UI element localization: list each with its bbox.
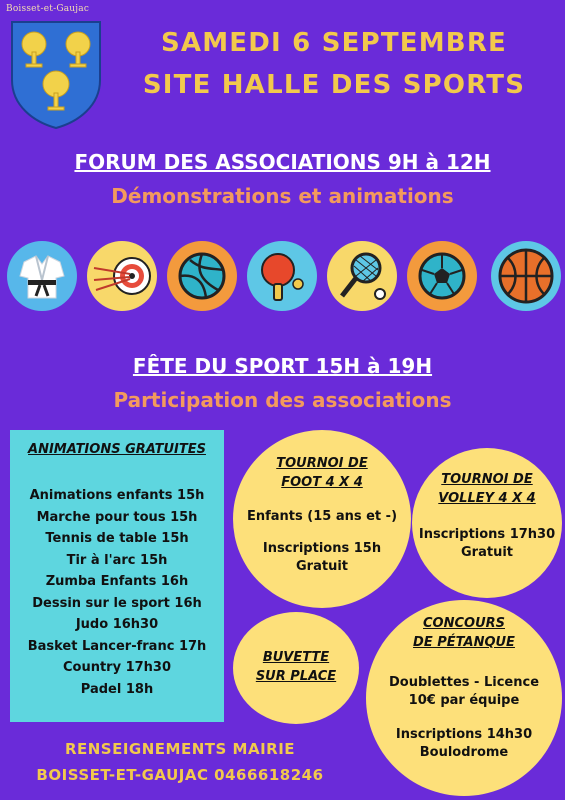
foot-line-3: Gratuit <box>296 559 348 574</box>
tennis-racket-icon <box>326 240 398 312</box>
list-item: Marche pour tous 15h <box>36 509 198 525</box>
judo-gi-icon <box>6 240 78 312</box>
petanque-line-1: Doublettes - Licence <box>388 675 540 690</box>
foot-tournament-circle <box>233 430 411 608</box>
forum-subtitle: Démonstrations et animations <box>111 184 454 208</box>
town-name: Boisset-et-Gaujac <box>6 4 90 14</box>
list-item: Tennis de table 15h <box>45 531 189 546</box>
fete-subtitle: Participation des associations <box>113 388 452 412</box>
foot-title-1: TOURNOI DE <box>276 456 368 471</box>
petanque-line-4: Boulodrome <box>419 745 509 760</box>
volley-line-1: Inscriptions 17h30 <box>418 527 556 542</box>
sports-icons-row <box>0 240 565 316</box>
list-item: Padel 18h <box>80 681 154 697</box>
event-date: SAMEDI 6 SEPTEMBRE <box>160 28 508 58</box>
foot-line-2: Inscriptions 15h <box>262 541 382 556</box>
coat-of-arms-icon <box>8 18 104 130</box>
list-item: Dessin sur le sport 16h <box>32 595 202 611</box>
buvette-line-2: SUR PLACE <box>255 669 337 684</box>
petanque-line-2: 10€ par équipe <box>408 693 520 708</box>
list-item: Basket Lancer-franc 17h <box>27 638 207 654</box>
petanque-line-3: Inscriptions 14h30 <box>395 727 533 742</box>
animations-title: ANIMATIONS GRATUITES <box>28 442 206 457</box>
petanque-title-1: CONCOURS <box>423 616 505 631</box>
list-item: Zumba Enfants 16h <box>45 574 189 589</box>
petanque-title-2: DE PÉTANQUE <box>413 635 515 650</box>
list-item: Animations enfants 15h <box>29 488 205 503</box>
buvette-line-1: BUVETTE <box>262 650 330 665</box>
list-item: Country 17h30 <box>62 660 172 675</box>
fete-title: FÊTE DU SPORT 15H à 19H <box>132 354 433 378</box>
animations-box <box>10 430 224 722</box>
footer-line-1: RENSEIGNEMENTS MAIRIE <box>64 740 296 758</box>
foot-line-1: Enfants (15 ans et -) <box>246 509 398 524</box>
list-item: Tir à l'arc 15h <box>66 552 168 568</box>
volleyball-icon <box>166 240 238 312</box>
petanque-circle <box>366 600 562 796</box>
volley-title-1: TOURNOI DE <box>441 472 533 487</box>
buvette-circle <box>233 612 359 724</box>
footer-line-2: BOISSET-ET-GAUJAC 0466618246 <box>36 766 324 784</box>
animations-list <box>10 485 224 700</box>
list-item: Judo 16h30 <box>75 617 159 632</box>
volley-line-2: Gratuit <box>461 545 513 560</box>
forum-title: FORUM DES ASSOCIATIONS 9H à 12H <box>74 150 491 174</box>
foot-title-2: FOOT 4 X 4 <box>281 475 363 490</box>
ping-pong-icon <box>246 240 318 312</box>
archery-target-icon <box>86 240 158 312</box>
event-site: SITE HALLE DES SPORTS <box>142 70 526 100</box>
basketball-icon <box>490 240 562 312</box>
volley-tournament-circle <box>412 448 562 598</box>
soccer-ball-icon <box>406 240 478 312</box>
volley-title-2: VOLLEY 4 X 4 <box>438 491 536 506</box>
